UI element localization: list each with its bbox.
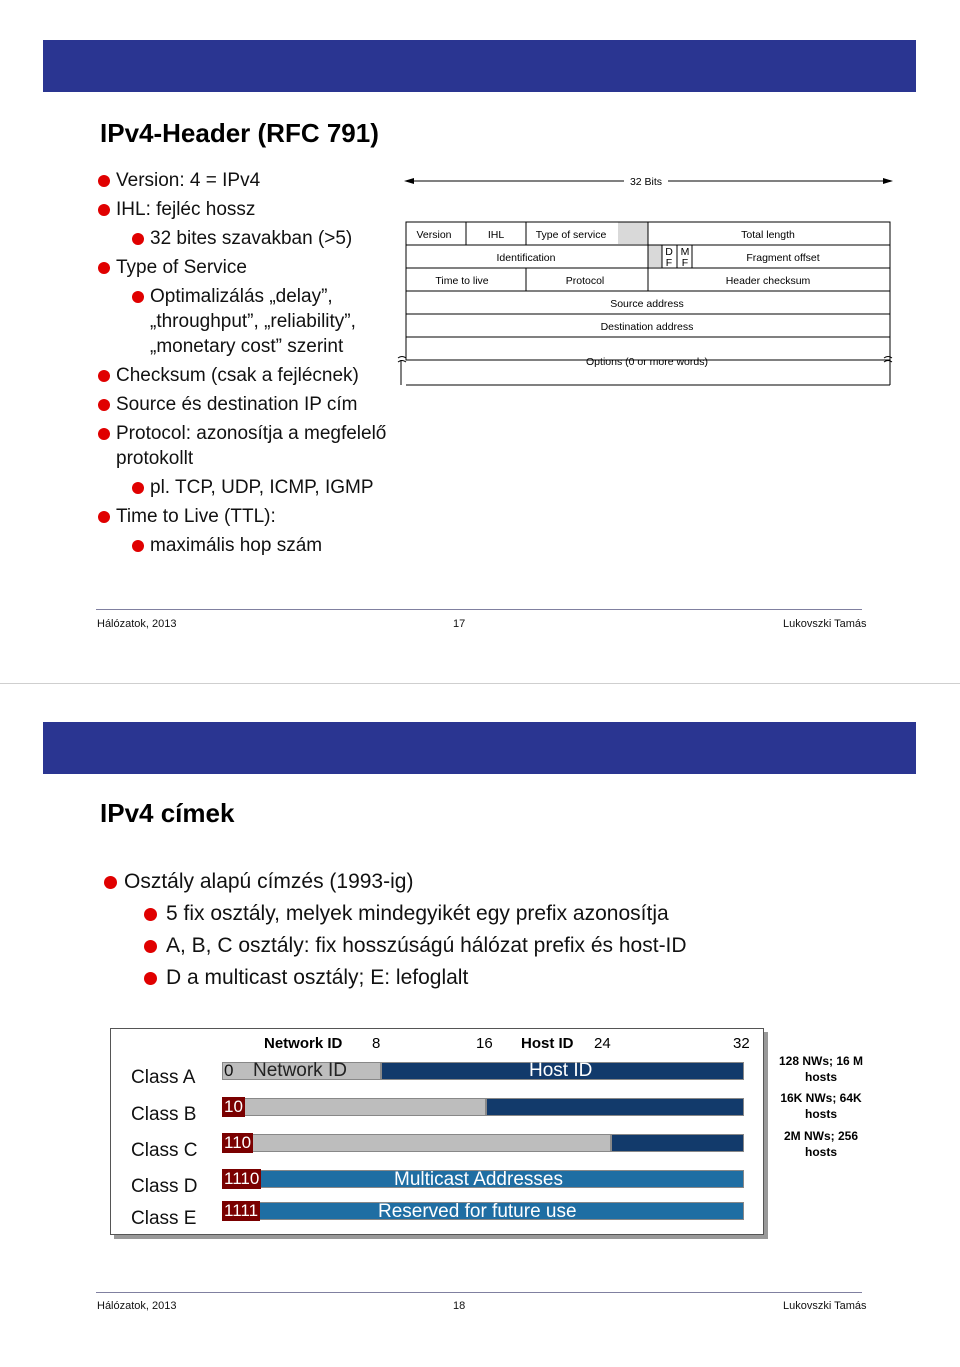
page-title: IPv4-Header (RFC 791) — [100, 118, 379, 148]
footer-left: Hálózatok, 2013 — [97, 1300, 177, 1312]
host-id-header: Host ID — [521, 1035, 574, 1052]
class-d-prefix: 1110 — [224, 1169, 260, 1188]
field-options: Options (0 or more words) — [586, 356, 708, 368]
break-left-icon — [398, 357, 406, 363]
class-e-label: Class E — [131, 1208, 197, 1229]
unused-field — [618, 222, 648, 244]
class-a-network-text: Network ID — [253, 1060, 347, 1081]
class-c-network-bar — [222, 1134, 611, 1152]
sub-bullet-item: 32 bites szavakban (>5) — [132, 226, 393, 251]
sub-bullet-item: 5 fix osztály, melyek mindegyikét egy prefix azonosítja — [144, 900, 904, 928]
field-df-f: F — [665, 257, 673, 269]
tick-8: 8 — [372, 1035, 381, 1052]
class-d-label: Class D — [131, 1176, 198, 1197]
class-a-prefix: 0 — [224, 1061, 234, 1080]
field-d: D — [665, 246, 673, 258]
field-version: Version — [416, 229, 452, 241]
field-identification: Identification — [496, 252, 556, 264]
network-id-header: Network ID — [264, 1035, 343, 1052]
title-banner — [43, 722, 916, 774]
tick-16: 16 — [476, 1035, 493, 1052]
title-banner — [43, 40, 916, 92]
field-tos: Type of service — [535, 229, 607, 241]
page-number: 18 — [453, 1300, 466, 1312]
arrow-left-icon — [404, 178, 414, 184]
class-a-note: 128 NWs; 16 M hosts — [778, 1054, 864, 1084]
bullet-item: IHL: fejléc hossz — [98, 197, 393, 222]
page-number: 17 — [453, 618, 466, 630]
sub-bullet-item: Optimalizálás „delay”, „throughput”, „reliability”, „monetary cost” szerint — [132, 284, 393, 359]
field-source-address: Source address — [610, 298, 684, 310]
field-destination-address: Destination address — [600, 321, 694, 333]
sub-bullet-item: pl. TCP, UDP, ICMP, IGMP — [132, 475, 393, 500]
bullet-item: Time to Live (TTL): — [98, 504, 393, 529]
footer-left: Hálózatok, 2013 — [97, 618, 177, 630]
field-fragment-offset: Fragment offset — [746, 252, 820, 264]
class-b-host-bar — [486, 1098, 744, 1116]
bullet-item: Protocol: azonosítja a megfelelő protokollt — [98, 421, 393, 471]
class-b-network-bar — [222, 1098, 486, 1116]
bullet-item: Osztály alapú címzés (1993-ig) — [104, 868, 904, 896]
class-b-note: 16K NWs; 64K hosts — [780, 1091, 862, 1121]
class-d-text: Multicast Addresses — [394, 1169, 563, 1190]
class-c-label: Class C — [131, 1140, 198, 1161]
arrow-right-icon — [883, 178, 893, 184]
bullet-list — [104, 868, 904, 996]
page-title: IPv4 címek — [100, 798, 235, 828]
footer-right: Lukovszki Tamás — [783, 1300, 867, 1312]
class-b-prefix: 10 — [224, 1097, 243, 1116]
class-a-host-text: Host ID — [529, 1060, 593, 1081]
field-protocol: Protocol — [565, 275, 605, 287]
sub-bullet-item: A, B, C osztály: fix hosszúságú hálózat prefix és host-ID — [144, 932, 904, 960]
sub-bullet-item: D a multicast osztály; E: lefoglalt — [144, 964, 904, 992]
unused-bit — [648, 245, 662, 267]
bullet-item: Source és destination IP cím — [98, 392, 393, 417]
field-ttl: Time to live — [435, 275, 489, 287]
class-e-prefix: 1111 — [224, 1201, 259, 1220]
slide-18 — [0, 684, 960, 1367]
class-b-label: Class B — [131, 1104, 197, 1125]
ipv4-header-diagram — [396, 168, 906, 393]
footer-right: Lukovszki Tamás — [783, 618, 867, 630]
bullet-item: Checksum (csak a fejlécnek) — [98, 363, 393, 388]
class-c-note: 2M NWs; 256 hosts — [783, 1129, 859, 1159]
tick-32: 32 — [733, 1035, 750, 1052]
class-c-prefix: 110 — [224, 1133, 252, 1152]
field-ihl: IHL — [487, 229, 505, 241]
field-header-checksum: Header checksum — [725, 275, 811, 287]
tick-24: 24 — [594, 1035, 611, 1052]
field-m: M — [680, 246, 690, 258]
bullet-item: Type of Service — [98, 255, 393, 280]
class-e-text: Reserved for future use — [378, 1201, 577, 1222]
field-total-length: Total length — [741, 229, 795, 241]
class-c-host-bar — [611, 1134, 744, 1152]
break-right-icon — [884, 357, 892, 363]
width-label: 32 Bits — [629, 176, 663, 188]
footer-divider — [96, 609, 862, 610]
bullet-item: Version: 4 = IPv4 — [98, 168, 393, 193]
footer-divider — [96, 1292, 862, 1293]
sub-bullet-item: maximális hop szám — [132, 533, 393, 558]
field-mf-f: F — [681, 257, 689, 269]
bullet-list — [98, 168, 393, 562]
class-a-label: Class A — [131, 1067, 196, 1088]
